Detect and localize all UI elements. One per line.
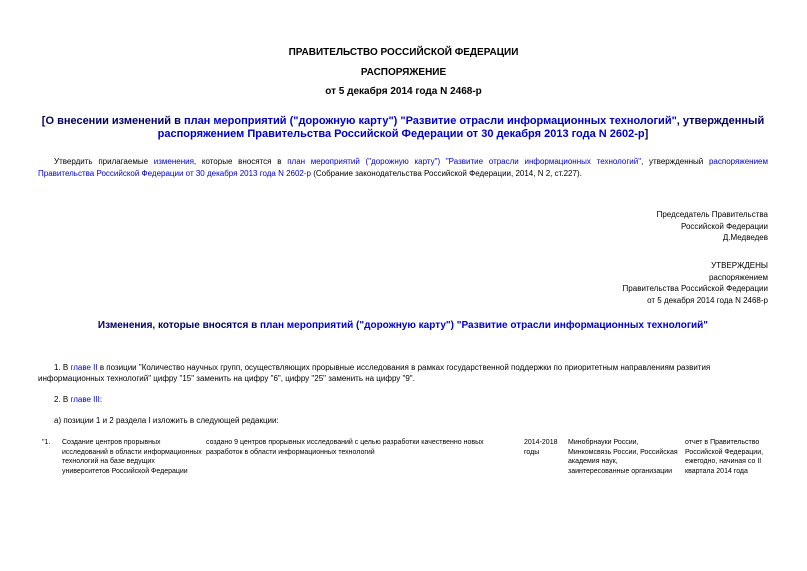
approval-block <box>623 260 768 306</box>
intro-text-3: , утвержденный <box>641 157 709 166</box>
title-link-order[interactable]: распоряжением Правительства Российской Федерации от 30 декабря 2013 года N 2602-р <box>157 128 645 140</box>
row-responsible: Минобрнауки России, Минкомсвязь России, Российская академия наук, заинтересованные организации <box>568 439 678 475</box>
approval-title: УТВЕРЖДЕНЫ <box>711 261 768 270</box>
item-2-paragraph <box>54 394 784 405</box>
signature-country: Российской Федерации <box>681 221 768 231</box>
government-name: ПРАВИТЕЛЬСТВО РОССИЙСКОЙ ФЕДЕРАЦИИ <box>288 47 519 58</box>
approval-line-4: от 5 декабря 2014 года N 2468-р <box>647 295 768 305</box>
item-1-text-2: в позиции "Количество научных групп, осуществляющих прорывные исследования в рамках государственной поддержки по приоритетным направлениям развития информационных технологий" цифру "15" заменить на цифру "6", цифру "25" заменить на цифру "9". <box>38 363 711 383</box>
item-2-text-1: 2. В <box>54 395 71 404</box>
approval-line-2: распоряжением <box>708 272 768 282</box>
row-number: "1. <box>42 439 51 446</box>
intro-link-roadmap[interactable]: план мероприятий ("дорожную карту") "Развитие отрасли информационных технологий" <box>287 157 642 166</box>
signature-name: Д.Медведев <box>722 233 768 242</box>
row-result: создано 9 центров прорывных исследований с целью разработки качественно новых разработок в области информационных технологий <box>206 439 484 456</box>
signature-block <box>657 209 768 244</box>
document-date-number: от 5 декабря 2014 года N 2468-р <box>325 86 482 97</box>
row-action: Создание центров прорывных исследований в области информационных технологий на базе ведущих университетов Российской Федерации <box>62 439 202 475</box>
item-2-link-chapter[interactable]: главе III <box>70 395 100 404</box>
intro-paragraph <box>38 156 768 180</box>
item-2a-paragraph: а) позиции 1 и 2 раздела I изложить в следующей редакции: <box>54 416 279 425</box>
title-link-roadmap[interactable]: план мероприятий ("дорожную карту") "Развитие отрасли информационных технологий" <box>183 115 677 127</box>
approval-line-3: Правительства Российской Федерации <box>622 284 768 293</box>
changes-heading <box>38 320 768 331</box>
intro-text-4: (Собрание законодательства Российской Федерации, 2014, N 2, ст.227). <box>310 169 582 178</box>
document-title <box>38 115 768 141</box>
item-2-text-2: : <box>99 395 103 404</box>
intro-link-order[interactable]: распоряжением Правительства Российской Федерации от 30 декабря 2013 года N 2602-р <box>38 157 768 178</box>
item-1-paragraph <box>38 362 768 384</box>
title-mid: , утвержденный <box>676 115 765 127</box>
changes-heading-link[interactable]: план мероприятий ("дорожную карту") "Развитие отрасли информационных технологий" <box>260 320 709 331</box>
document-type: РАСПОРЯЖЕНИЕ <box>360 67 447 78</box>
title-suffix: ] <box>644 128 649 140</box>
title-prefix: [О внесении изменений в <box>41 115 184 127</box>
item-1-link-chapter[interactable]: главе II <box>70 363 98 372</box>
row-years: 2014-2018 годы <box>524 439 558 456</box>
intro-link-changes[interactable]: изменения <box>153 157 194 166</box>
intro-text-2: , которые вносятся в <box>193 157 288 166</box>
signature-position: Председатель Правительства <box>656 210 768 219</box>
changes-heading-prefix: Изменения, которые вносятся в <box>97 320 260 331</box>
item-1-text-1: 1. В <box>54 363 71 372</box>
row-report: отчет в Правительство Российской Федерации, ежегодно, начиная со II квартала 2014 года <box>685 439 764 475</box>
intro-text-1: Утвердить прилагаемые <box>54 157 154 166</box>
